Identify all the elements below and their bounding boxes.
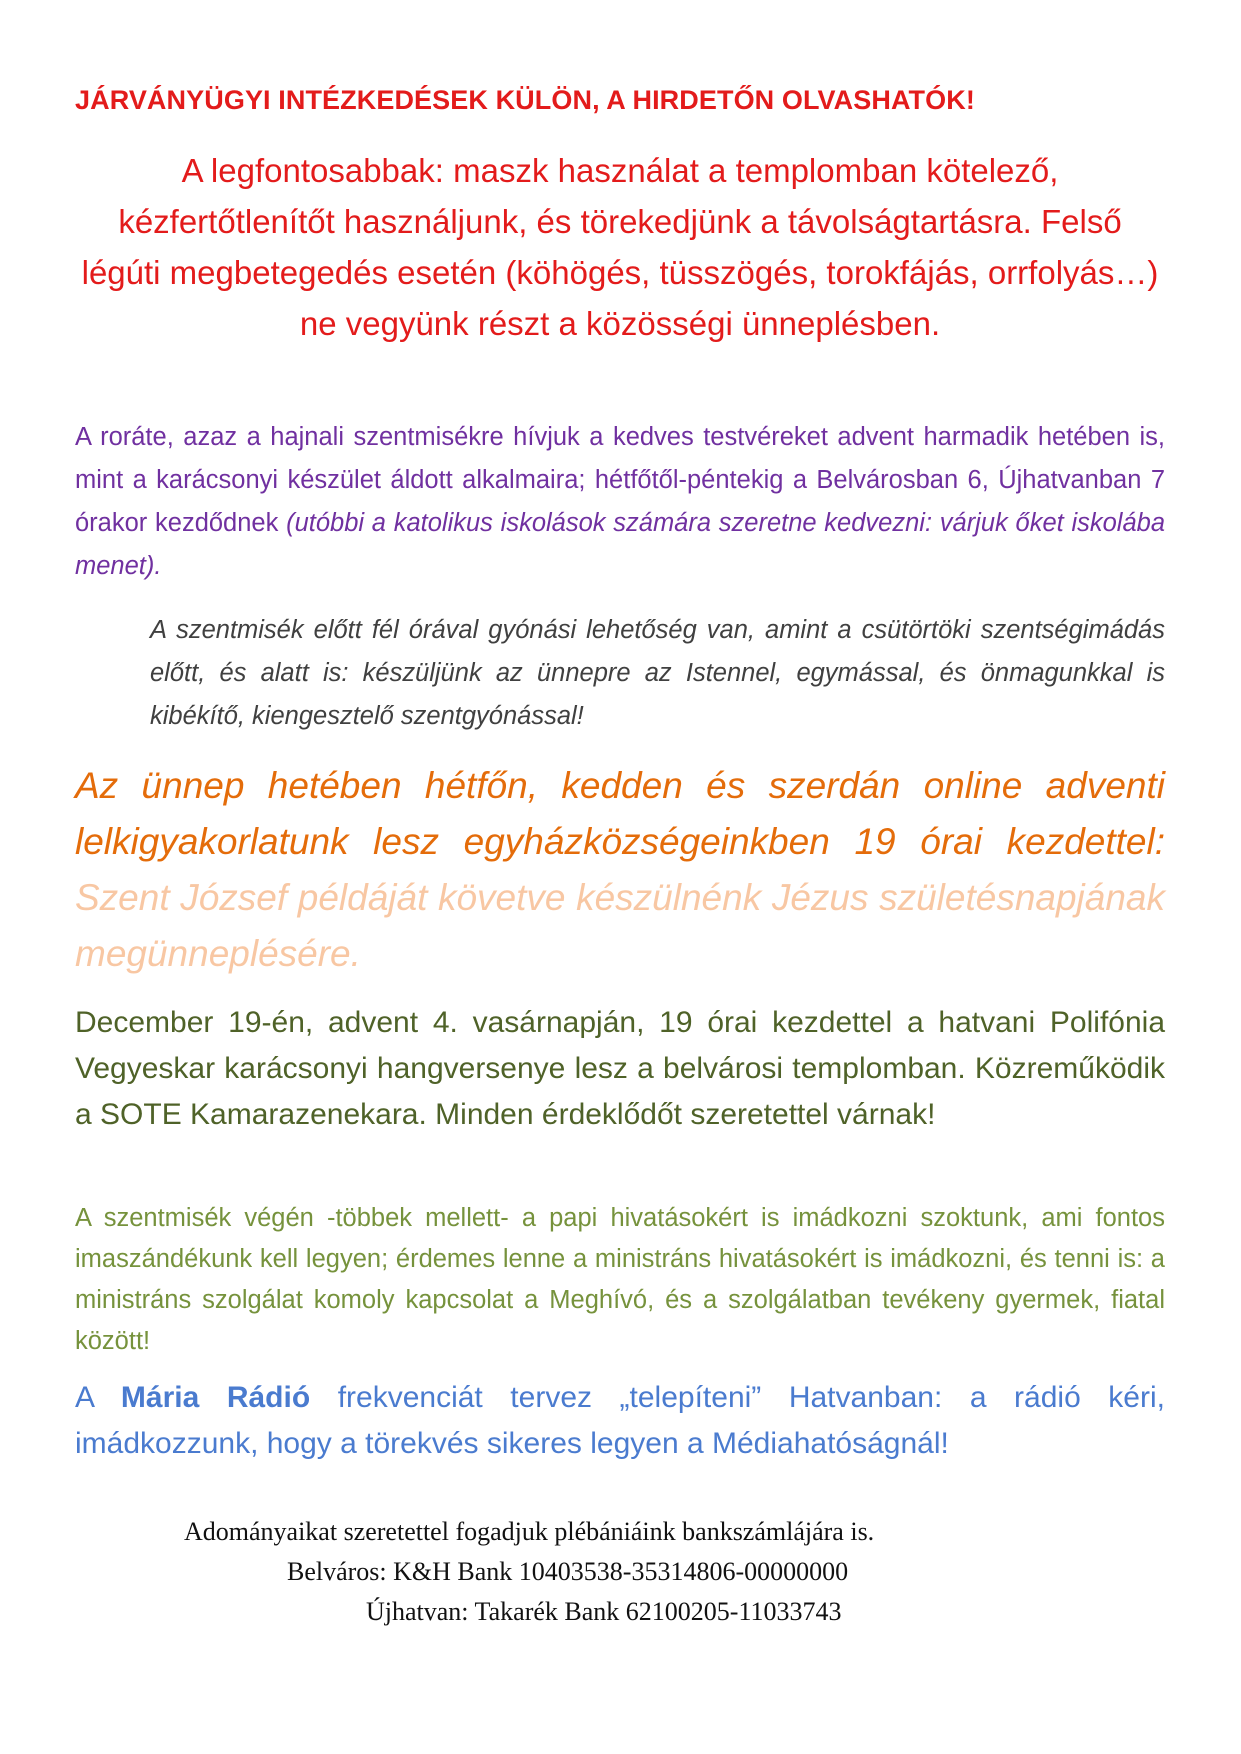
christmas-concert-announcement: December 19-én, advent 4. vasárnapján, 19 órai kezdettel a hatvani Polifónia Vegyeskar karácsonyi hangversenye lesz a belvárosi templomban. Közreműködik a SOTE Kamarazenekara. Minden érdeklődőt szeretettel várnak! (75, 1006, 1165, 1131)
radio-name: Mária Rádió (120, 1381, 311, 1414)
maria-radio-announcement (75, 1375, 1165, 1467)
rorate-mass-announcement (75, 416, 1165, 588)
donation-ujhatvan-account: Újhatvan: Takarék Bank 62100205-11033743 (366, 1597, 842, 1626)
retreat-text: Az ünnep hetében hétfőn, kedden és szerdán online adventi lelkigyakorlatunk lesz egyházközségeinkben 19 órai kezdettel: (75, 765, 1165, 862)
radio-text-before: A (75, 1381, 121, 1414)
rorate-italic-note: (utóbbi a katolikus iskolások számára szeretne kedvezni: várjuk őket iskolába menet). (75, 509, 1165, 580)
advent-retreat-announcement (75, 758, 1165, 982)
donation-belvaros-account: Belváros: K&H Bank 10403538-35314806-00000000 (287, 1557, 849, 1586)
radio-text-after: frekvenciát tervez „telepíteni” Hatvanban: a rádió kéri, imádkozzunk, hogy a törekvés sikeres legyen a Médiahatóságnál! (75, 1381, 1165, 1460)
donation-intro: Adományaikat szeretettel fogadjuk plébániáink bankszámlájára is. (184, 1517, 875, 1546)
rorate-text: A roráte, azaz a hajnali szentmisékre hívjuk a kedves testvéreket advent harmadik hetében is, mint a karácsonyi készület áldott alkalmaira; hétfőtől-péntekig a Belvárosban 6, Újhatvanban 7 órakor kezdődnek (75, 423, 1165, 537)
covid-measures-headline: JÁRVÁNYÜGYI INTÉZKEDÉSEK KÜLÖN, A HIRDETŐN OLVASHATÓK! (75, 85, 975, 115)
covid-key-rules: A legfontosabbak: maszk használat a templomban kötelező, kézfertőtlenítőt használjunk, és törekedjünk a távolságtartásra. Felső légúti megbetegedés esetén (köhögés, tüsszögés, torokfájás, orrfolyás…) ne vegyünk részt a közösségi ünneplésben. (81, 152, 1159, 342)
confession-announcement: A szentmisék előtt fél órával gyónási lehetőség van, amint a csütörtöki szentségimádás előtt, és alatt is: készüljünk az ünnepre az Istennel, egymással, és önmagunkkal is kibékítő, kiengesztelő szentgyónással! (150, 616, 1165, 730)
vocations-prayer-announcement: A szentmisék végén -többek mellett- a papi hivatásokért is imádkozni szoktunk, ami fontos imaszándékunk kell legyen; érdemes lenne a ministráns hivatásokért is imádkozni, és tenni is: a ministráns szolgálat komoly kapcsolat a Meghívó, és a szolgálatban tevékeny gyermek, fiatal között! (75, 1204, 1165, 1355)
retreat-theme: Szent József példáját követve készülnénk Jézus születésnapjának megünneplésére. (75, 877, 1165, 974)
